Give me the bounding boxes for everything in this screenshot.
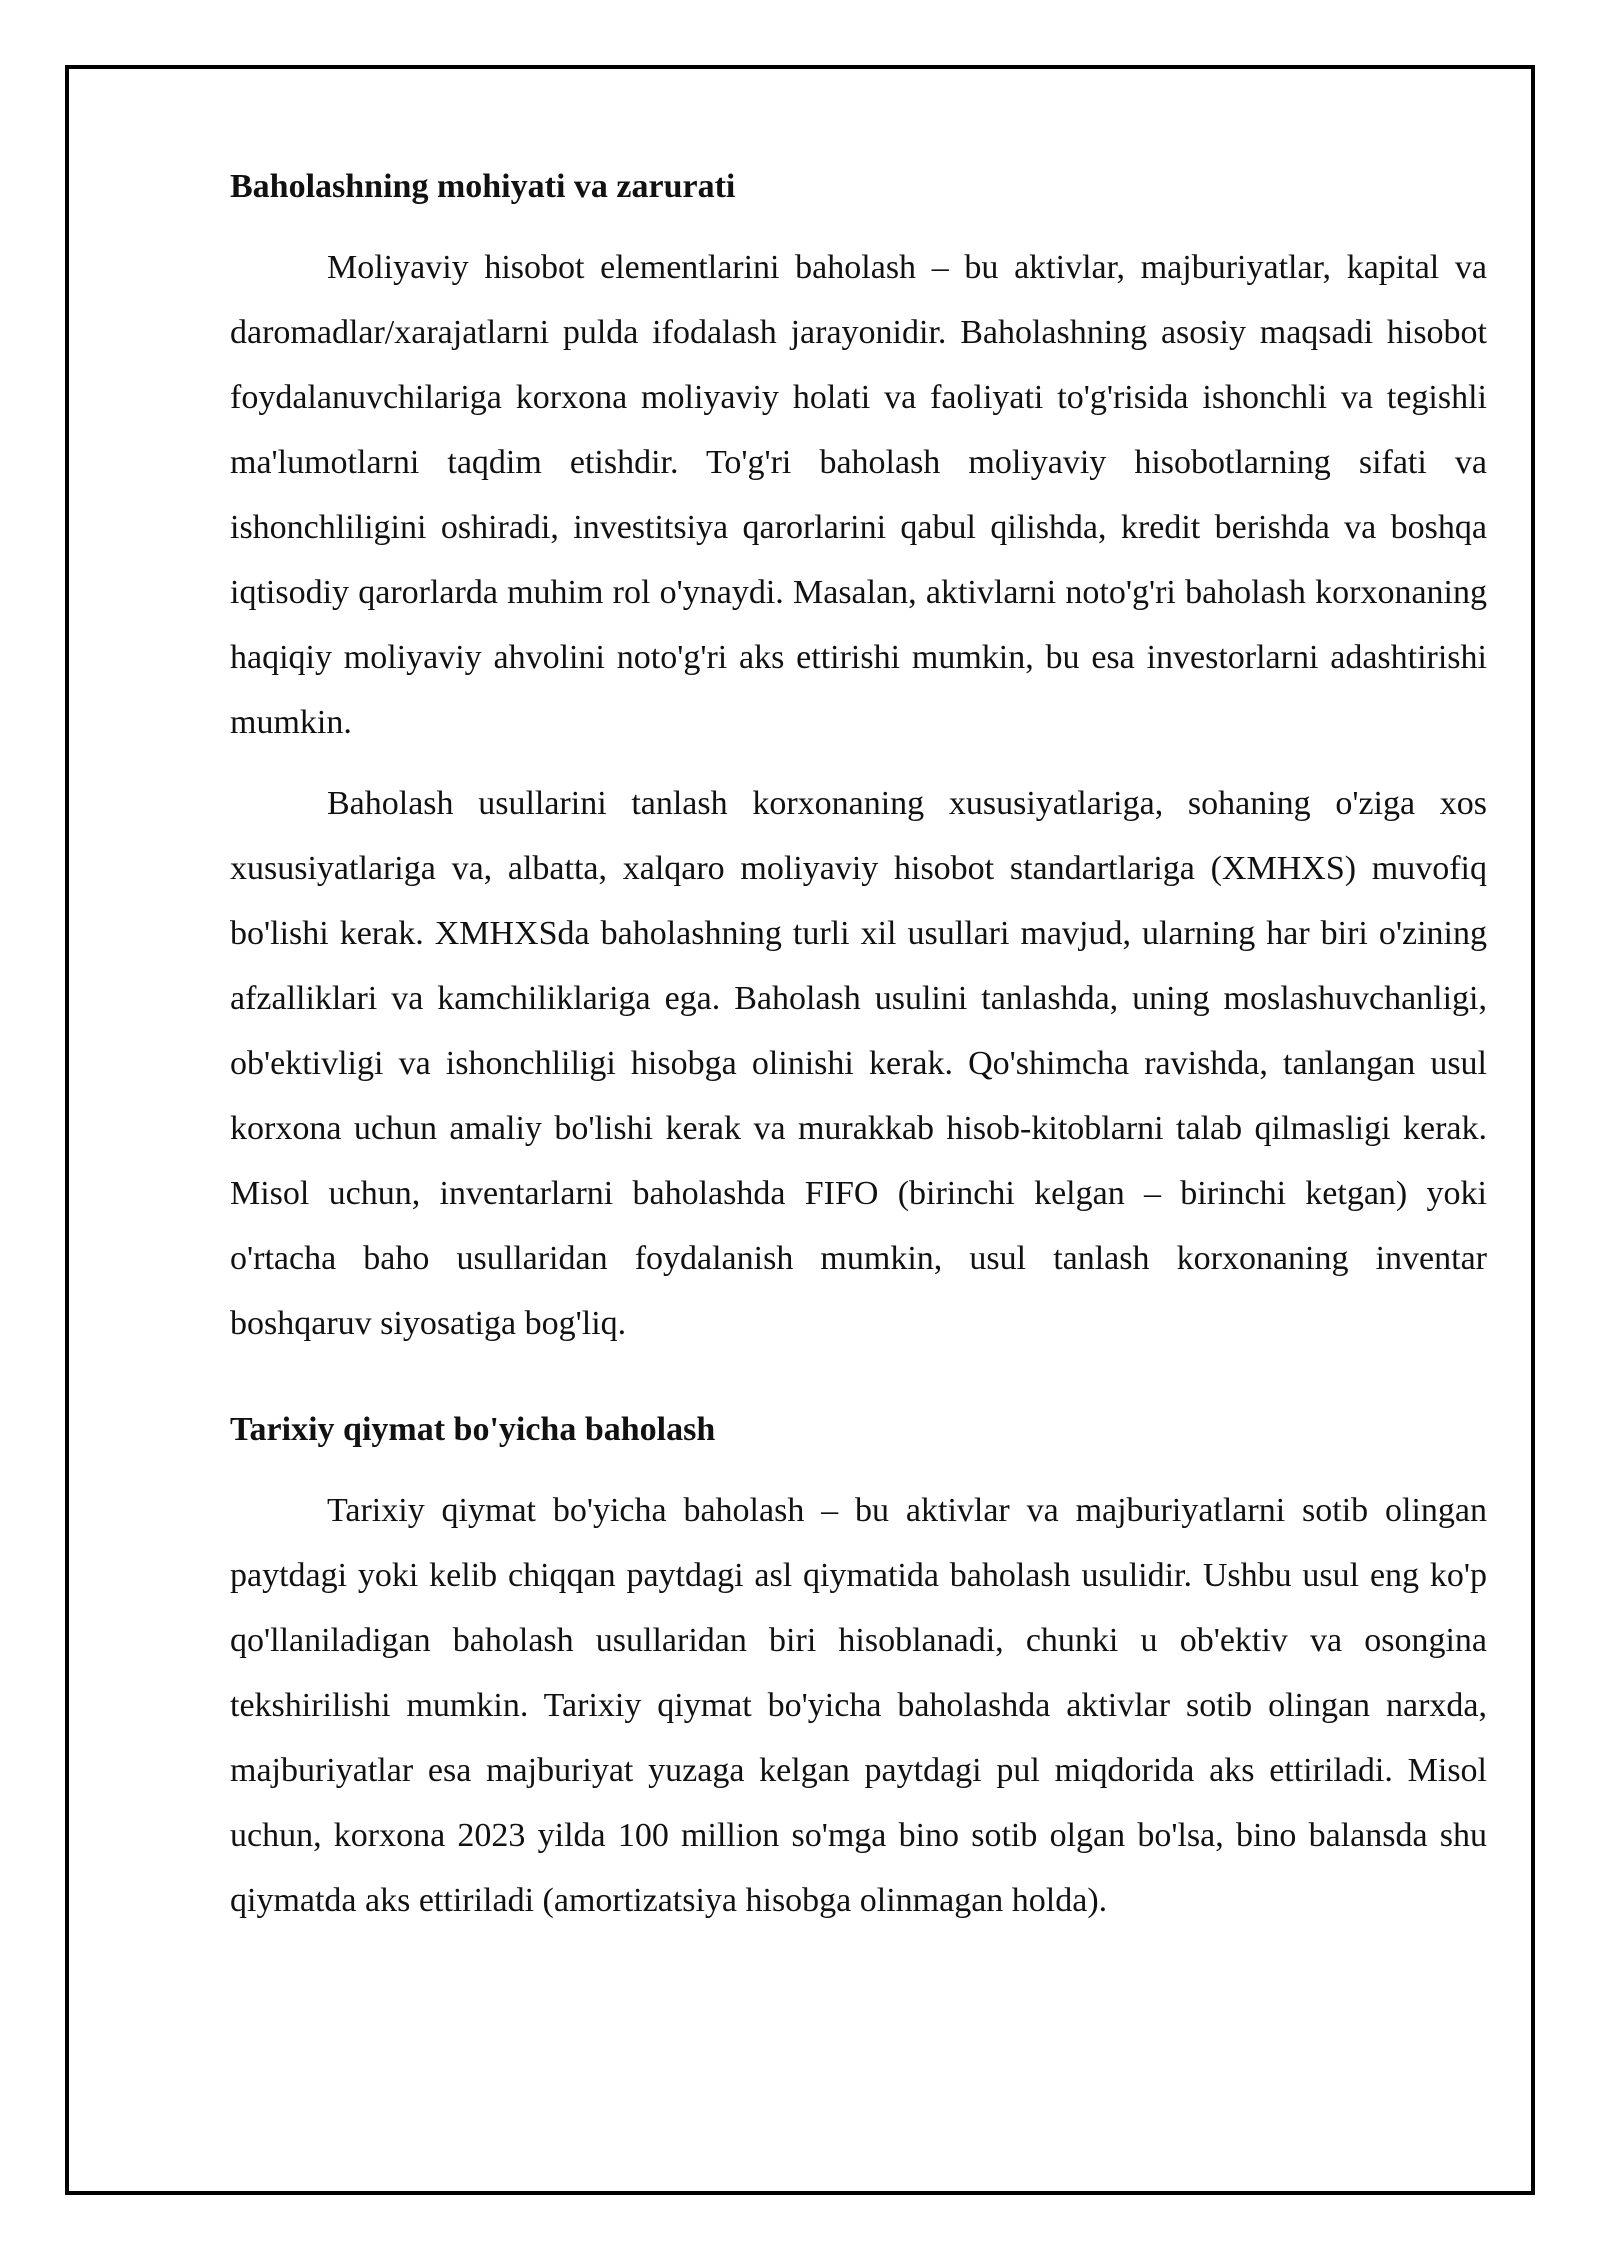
paragraph: Moliyaviy hisobot elementlarini baholash – bu aktivlar, majburiyatlar, kapital va daromadlar/xarajatlarni pulda ifodalash jarayonidir. Baholashning asosiy maqsadi hisobot foydalanuvchilariga korxona moliyaviy holati va faoliyati to'g'risida ishonchli va tegishli ma'lumotlarni taqdim etishdir. To'g'ri baholash moliyaviy hisobotlarning sifati va ishonchliligini oshiradi, investitsiya qarorlarini qabul qilishda, kredit berishda va boshqa iqtisodiy qarorlarda muhim rol o'ynaydi. Masalan, aktivlarni noto'g'ri baholash korxonaning haqiqiy moliyaviy ahvolini noto'g'ri aks ettirishi mumkin, bu esa investorlarni adashtirishi mumkin. — [230, 249, 1487, 741]
section-heading: Baholashning mohiyati va zarurati — [230, 168, 736, 205]
document-body — [230, 165, 1487, 1949]
paragraph: Tarixiy qiymat bo'yicha baholash – bu aktivlar va majburiyatlarni sotib olingan paytdagi yoki kelib chiqqan paytdagi asl qiymatida baholash usulidir. Ushbu usul eng ko'p qo'llaniladigan baholash usullaridan biri hisoblanadi, chunki u ob'ektiv va osongina tekshirilishi mumkin. Tarixiy qiymat bo'yicha baholashda aktivlar sotib olingan narxda, majburiyatlar esa majburiyat yuzaga kelgan paytdagi pul miqdorida aks ettiriladi. Misol uchun, korxona 2023 yilda 100 million so'mga bino sotib olgan bo'lsa, bino balansda shu qiymatda aks ettiriladi (amortizatsiya hisobga olinmagan holda). — [230, 1492, 1487, 1919]
section-heading: Tarixiy qiymat bo'yicha baholash — [230, 1411, 716, 1448]
paragraph: Baholash usullarini tanlash korxonaning xususiyatlariga, sohaning o'ziga xos xususiyatlariga va, albatta, xalqaro moliyaviy hisobot standartlariga (XMHXS) muvofiq bo'lishi kerak. XMHXSda baholashning turli xil usullari mavjud, ularning har biri o'zining afzalliklari va kamchiliklariga ega. Baholash usulini tanlashda, uning moslashuvchanligi, ob'ektivligi va ishonchliligi hisobga olinishi kerak. Qo'shimcha ravishda, tanlangan usul korxona uchun amaliy bo'lishi kerak va murakkab hisob-kitoblarni talab qilmasligi kerak. Misol uchun, inventarlarni baholashda FIFO (birinchi kelgan – birinchi ketgan) yoki o'rtacha baho usullaridan foydalanish mumkin, usul tanlash korxonaning inventar boshqaruv siyosatiga bog'liq. — [230, 785, 1487, 1342]
